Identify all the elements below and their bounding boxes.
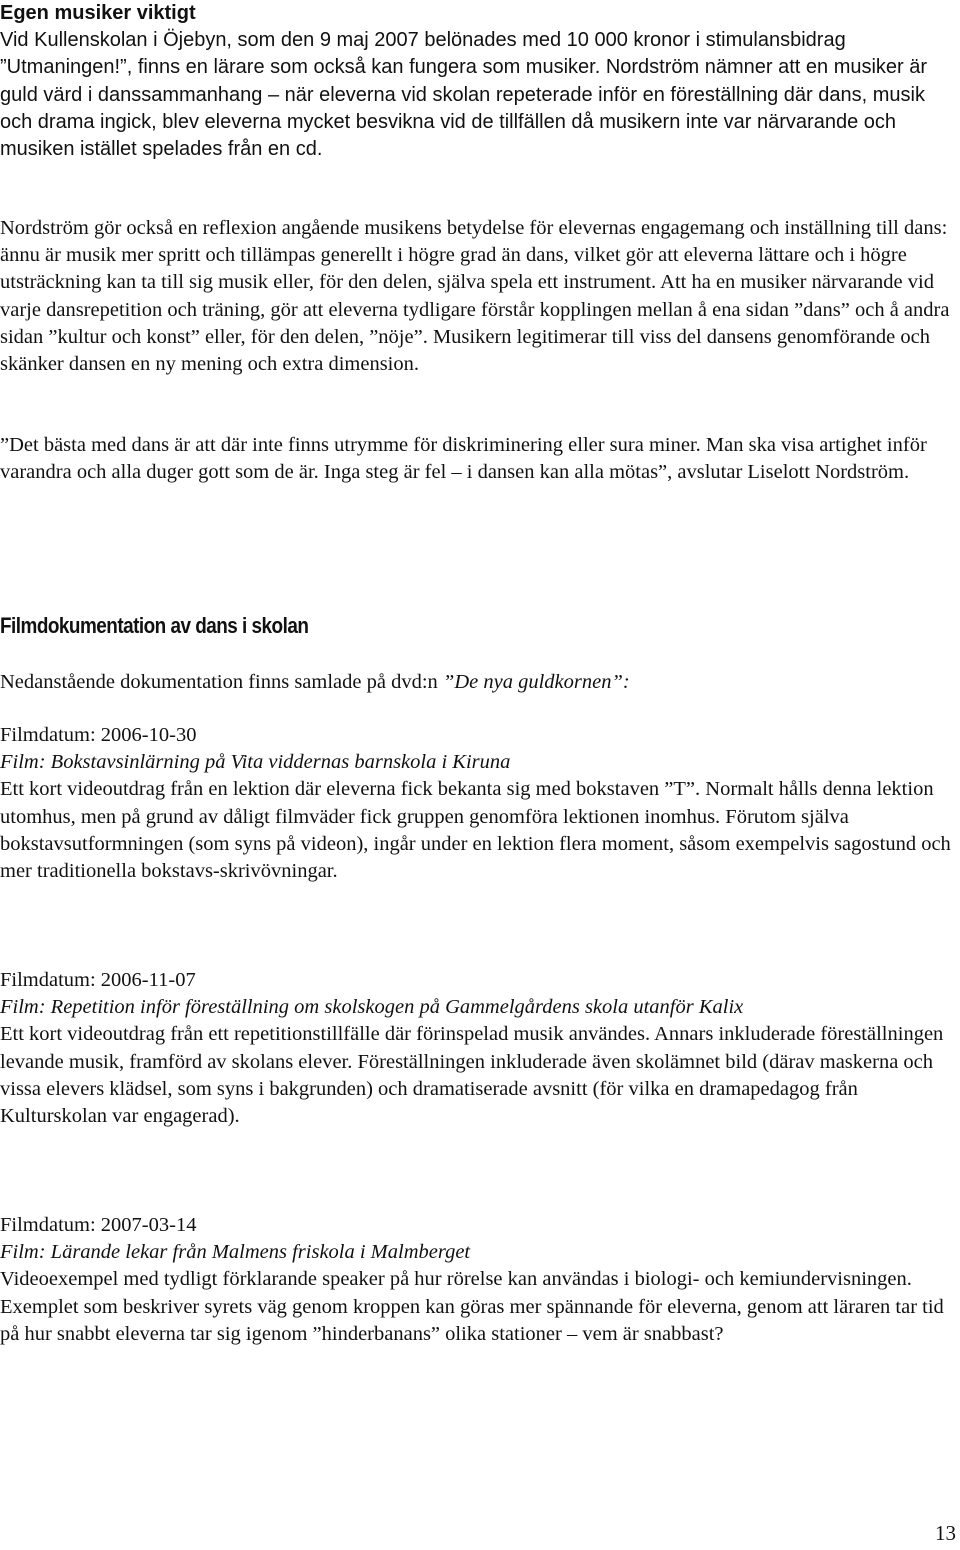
- paragraph-dvd-intro: [0, 669, 955, 696]
- film-description: Videoexempel med tydligt förklarande speaker på hur rörelse kan användas i biologi- och kemiundervisningen. Exemplet som beskriver syrets väg genom kroppen kan göras mer spännande för eleverna, genom att läraren tar tid på hur snabbt eleverna tar sig igenom ”hinderbanans” olika stationer – vem är snabbast?: [0, 1268, 944, 1345]
- film-date: Filmdatum: 2006-10-30: [0, 724, 197, 746]
- dvd-title: ”De nya guldkornen”:: [442, 671, 630, 693]
- paragraph-musiker-intro: Vid Kullenskolan i Öjebyn, som den 9 maj 2007 belönades med 10 000 kronor i stimulansbidrag ”Utmaningen!”, finns en lärare som också kan fungera som musiker. Nordström nämner att en musiker är guld värd i danssammanhang – när eleverna vid skolan repeterade inför en föreställning där dans, musik och drama ingick, blev eleverna mycket besvikna vid de tillfällen då musikern inte var närvarande och musiken istället spelades från en cd.: [0, 29, 928, 161]
- paragraph-musik-reflexion: Nordström gör också en reflexion angående musikens betydelse för elevernas engagemang och inställning till dans: ännu är musik mer spritt och tillämpas generellt i högre grad än dans, vilket gör att eleverna lättare och i högre utsträckning kan ta till sig musik eller, för den delen, själva spela ett instrument. Att ha en musiker närvarande vid varje dansrepetition och träning, gör att eleverna tydligare förstår kopplingen mellan å ena sidan ”dans” och å andra sidan ”kultur och konst” eller, för den delen, ”nöje”. Musikern legitimerar till viss del dansens genomförande och skänker dansen en ny mening och extra dimension.: [0, 217, 950, 376]
- film-title: Film: Lärande lekar från Malmens friskola i Malmberget: [0, 1241, 471, 1264]
- film-entry: [0, 967, 955, 1130]
- paragraph-quote-nordstrom: ”Det bästa med dans är att där inte finns utrymme för diskriminering eller sura miner. Man ska visa artighet inför varandra och alla duger gott som de är. Inga steg är fel – i dansen kan alla mötas”, avslutar Liselott Nordström.: [0, 434, 927, 484]
- section-heading-filmdokumentation: Filmdokumentation av dans i skolan: [0, 613, 309, 638]
- section-egen-musiker: [0, 0, 955, 163]
- film-title: Film: Bokstavsinlärning på Vita viddernas barnskola i Kiruna: [0, 751, 511, 774]
- film-entry: [0, 1212, 955, 1348]
- film-title: Film: Repetition inför föreställning om skolskogen på Gammelgårdens skola utanför Kalix: [0, 996, 744, 1019]
- film-date: Filmdatum: 2006-11-07: [0, 969, 196, 991]
- page-number: 13: [935, 1521, 956, 1545]
- section-heading-egen-musiker: Egen musiker viktigt: [0, 2, 196, 24]
- film-date: Filmdatum: 2007-03-14: [0, 1214, 197, 1236]
- film-entry: [0, 722, 955, 885]
- film-description: Ett kort videoutdrag från ett repetitionstillfälle där förinspelad musik användes. Annars inkluderade föreställningen levande musik, framförd av skolans elever. Föreställningen inkluderade även skolämnet bild (därav maskerna och vissa elevers klädsel, som syns i bakgrunden) och dramatiserade avsnitt (för vilka en dramapedagog från Kulturskolan var engagerad).: [0, 1023, 944, 1128]
- dvd-intro-text: Nedanstående dokumentation finns samlade på dvd:n: [0, 671, 443, 693]
- film-description: Ett kort videoutdrag från en lektion där eleverna fick bekanta sig med bokstaven ”T”. Normalt hålls denna lektion utomhus, men på grund av dåligt filmväder fick gruppen genomföra lektionen inomhus. Förutom själva bokstavsutformningen (som syns på videon), ingår under en lektion flera moment, såsom exempelvis sagostund och mer traditionella bokstavs-skrivövningar.: [0, 778, 951, 883]
